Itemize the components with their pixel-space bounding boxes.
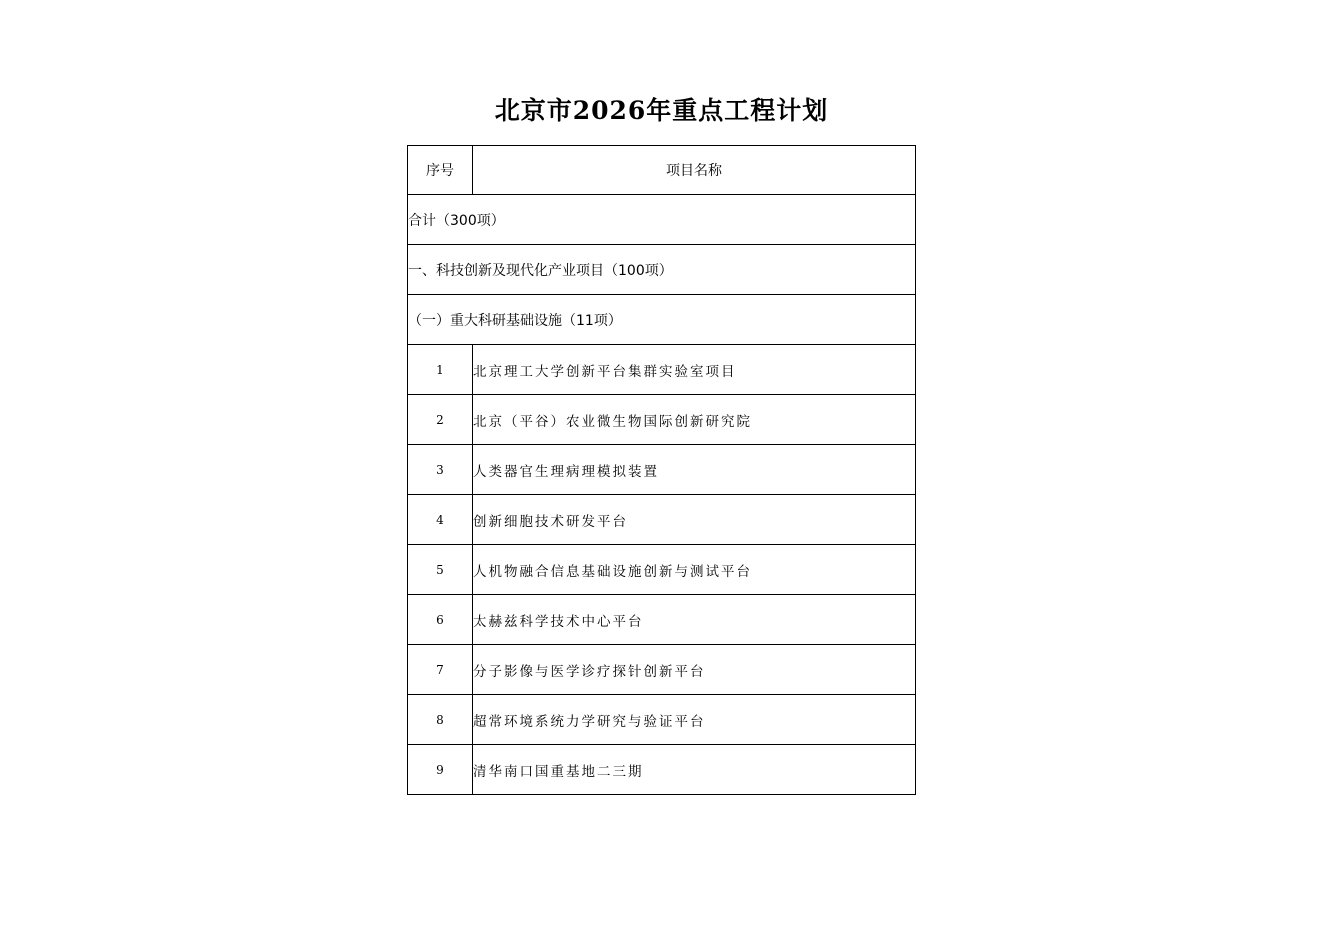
table-row [408, 495, 916, 545]
row-number: 9 [408, 745, 473, 795]
table-row [408, 695, 916, 745]
total-row [408, 195, 916, 245]
subcategory-row [408, 295, 916, 345]
table-row [408, 545, 916, 595]
project-name: 超常环境系统力学研究与验证平台 [473, 695, 916, 745]
category-label: 一、科技创新及现代化产业项目（100项） [408, 245, 916, 295]
table-row [408, 595, 916, 645]
page-title: 北京市2026年重点工程计划 [494, 96, 829, 125]
total-label: 合计（300项） [408, 195, 916, 245]
table-header-row [408, 146, 916, 195]
project-name: 太赫兹科学技术中心平台 [473, 595, 916, 645]
project-table [407, 145, 916, 795]
row-number: 3 [408, 445, 473, 495]
table-row [408, 745, 916, 795]
subcategory-label: （一）重大科研基础设施（11项） [408, 295, 916, 345]
row-number: 4 [408, 495, 473, 545]
project-name: 北京（平谷）农业微生物国际创新研究院 [473, 395, 916, 445]
project-name: 北京理工大学创新平台集群实验室项目 [473, 345, 916, 395]
row-number: 1 [408, 345, 473, 395]
project-name: 人类器官生理病理模拟装置 [473, 445, 916, 495]
row-number: 8 [408, 695, 473, 745]
table-row [408, 395, 916, 445]
table-row [408, 645, 916, 695]
header-project-name: 项目名称 [473, 146, 916, 195]
project-name: 清华南口国重基地二三期 [473, 745, 916, 795]
row-number: 5 [408, 545, 473, 595]
project-name: 人机物融合信息基础设施创新与测试平台 [473, 545, 916, 595]
table-row [408, 445, 916, 495]
table-row [408, 345, 916, 395]
row-number: 7 [408, 645, 473, 695]
project-name: 分子影像与医学诊疗探针创新平台 [473, 645, 916, 695]
project-name: 创新细胞技术研发平台 [473, 495, 916, 545]
category-row [408, 245, 916, 295]
row-number: 2 [408, 395, 473, 445]
row-number: 6 [408, 595, 473, 645]
header-serial-number: 序号 [408, 146, 473, 195]
